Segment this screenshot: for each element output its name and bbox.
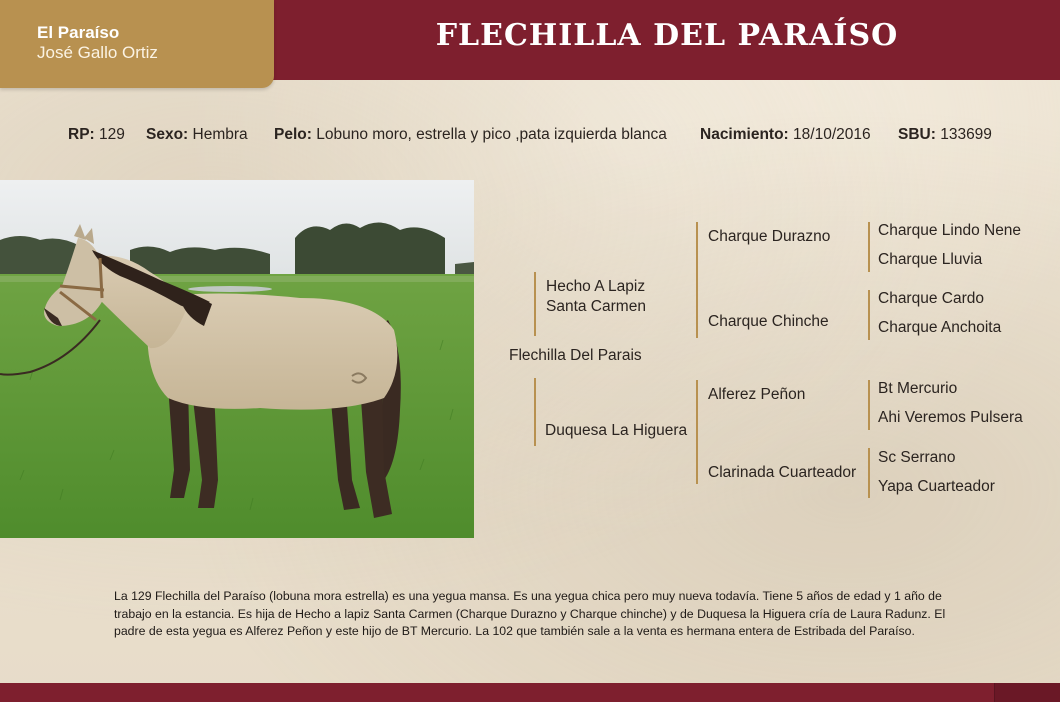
pedigree-line-sire-parents — [696, 222, 698, 338]
info-pelo-value: Lobuno moro, estrella y pico ,pata izquierda blanca — [316, 126, 667, 143]
info-sbu-value: 133699 — [940, 126, 992, 143]
pedigree-sd-sire: Charque Cardo — [878, 290, 984, 307]
pedigree-subject: Flechilla Del Parais — [509, 347, 642, 364]
pedigree-ss-sire: Charque Lindo Nene — [878, 222, 1022, 239]
info-sbu — [898, 126, 992, 144]
info-nacimiento-value: 18/10/2016 — [793, 126, 871, 143]
pedigree-line-sire — [534, 272, 536, 336]
page-title: FLECHILLA DEL PARAÍSO — [435, 18, 899, 53]
pedigree-dam-sire: Alferez Peñon — [708, 386, 806, 403]
pedigree-ss-dam: Charque Lluvia — [878, 251, 983, 268]
horse-photo — [0, 180, 474, 538]
info-pelo — [274, 126, 667, 144]
pedigree-dam: Duquesa La Higuera — [545, 422, 688, 439]
info-row — [0, 126, 1060, 148]
pedigree-ds-dam: Ahi Veremos Pulsera — [878, 409, 1023, 426]
pedigree-line-ss — [868, 222, 870, 272]
info-rp — [68, 126, 125, 144]
info-sexo-value: Hembra — [192, 126, 248, 143]
pedigree-line-dd — [868, 448, 870, 498]
info-rp-value: 129 — [99, 126, 125, 143]
pedigree-dd-dam: Yapa Cuarteador — [878, 478, 995, 495]
pedigree-line-dam-parents — [696, 380, 698, 484]
brand-box — [0, 0, 274, 88]
pedigree-line-sd — [868, 290, 870, 340]
pedigree-sire-sire: Charque Durazno — [708, 228, 831, 245]
pedigree-dd-sire: Sc Serrano — [878, 449, 956, 466]
brand-owner: José Gallo Ortiz — [37, 43, 158, 62]
info-nacimiento-label: Nacimiento: — [700, 126, 789, 143]
footer-band — [0, 683, 1060, 702]
info-pelo-label: Pelo: — [274, 126, 312, 143]
footer-tab — [994, 683, 1060, 702]
info-sbu-label: SBU: — [898, 126, 936, 143]
pedigree-sire-line1: Hecho A Lapiz — [546, 278, 646, 295]
description-paragraph: La 129 Flechilla del Paraíso (lobuna mora estrella) es una yegua mansa. Es una yegua chica pero muy nueva todavía. Tiene 5 años de edad y 1 año de trabajo en la estancia. Es hija de Hecho a lapiz Santa Carmen (Charque Durazno y Charque chinche) y de Duquesa la Higuera cría de Laura Radunz. El padre de esta yegua es Alferez Peñon y este hijo de BT Mercurio. La 102 que también sale a la venta es hermana entera de Estribada del Paraíso. — [114, 589, 946, 639]
pedigree-sire-line2: Santa Carmen — [546, 298, 646, 315]
info-nacimiento — [700, 126, 871, 144]
pedigree-sire-dam: Charque Chinche — [708, 313, 829, 330]
brand-name: El Paraíso — [37, 23, 120, 42]
pedigree-dam-dam: Clarinada Cuarteador — [708, 464, 857, 481]
info-rp-label: RP: — [68, 126, 95, 143]
info-sexo-label: Sexo: — [146, 126, 189, 143]
pedigree-ds-sire: Bt Mercurio — [878, 380, 958, 397]
pedigree-line-ds — [868, 380, 870, 430]
pedigree-line-dam — [534, 378, 536, 446]
pedigree-sd-dam: Charque Anchoita — [878, 319, 1002, 336]
info-sexo — [146, 126, 248, 144]
